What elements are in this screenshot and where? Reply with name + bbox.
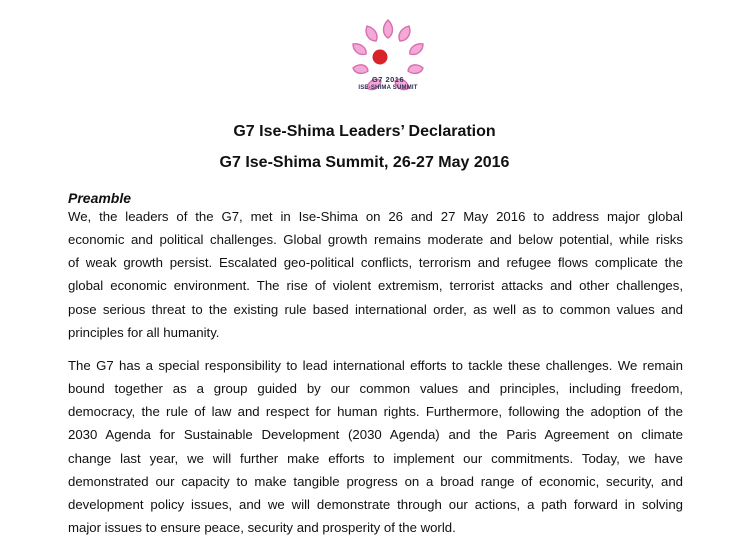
paragraph-line: principles for all humanity. [68, 324, 220, 340]
paragraph-1 [68, 205, 683, 344]
logo-text-summit: ISE-SHIMA SUMMIT [358, 85, 418, 91]
paragraph-line: major issues to ensure peace, security and prosperity of the world. [68, 520, 456, 536]
cherry-blossom-logo-icon [339, 16, 437, 108]
paragraph-line: bound together as a group guided by our common values and principles, including freedom, [68, 381, 683, 397]
paragraph-line: development policy issues, and we will demonstrate through our actions, a path forward in solving [68, 496, 683, 512]
paragraph-line: The G7 has a special responsibility to lead international efforts to tackle these challenges. We remain [68, 358, 683, 373]
section-heading-preamble: Preamble [68, 190, 132, 206]
summit-subtitle: G7 Ise-Shima Summit, 26-27 May 2016 [219, 154, 510, 171]
summit-logo [339, 16, 437, 108]
sun-icon [373, 50, 388, 65]
paragraph-line: change last year, we will further make efforts to implement our commitments. Today, we have [68, 450, 683, 466]
paragraph-line: We, the leaders of the G7, met in Ise-Shima on 26 and 27 May 2016 to address major global [68, 209, 683, 224]
paragraph-line: global economic environment. The rise of violent extremism, terrorist attacks and other challenges, [68, 278, 683, 294]
declaration-title: G7 Ise-Shima Leaders’ Declaration [233, 123, 496, 140]
paragraph-line: demonstrated our capacity to make tangible progress on a broad range of economic, security, and [68, 473, 683, 489]
paragraph-2 [68, 354, 683, 539]
paragraph-line: of weak growth persist. Escalated geo-political conflicts, terrorism and refugee flows complicate the [68, 255, 683, 271]
paragraph-line: economic and political challenges. Global growth remains moderate and below potential, while risks [68, 232, 683, 248]
paragraph-line: democracy, the rule of law and respect for human rights. Furthermore, following the adoption of the [68, 404, 683, 420]
logo-text-year: G7 2016 [371, 75, 405, 84]
paragraph-line: 2030 Agenda for Sustainable Development (2030 Agenda) and the Paris Agreement on climate [68, 427, 683, 443]
paragraph-line: pose serious threat to the existing rule based international order, as well as to common values and [68, 301, 683, 317]
